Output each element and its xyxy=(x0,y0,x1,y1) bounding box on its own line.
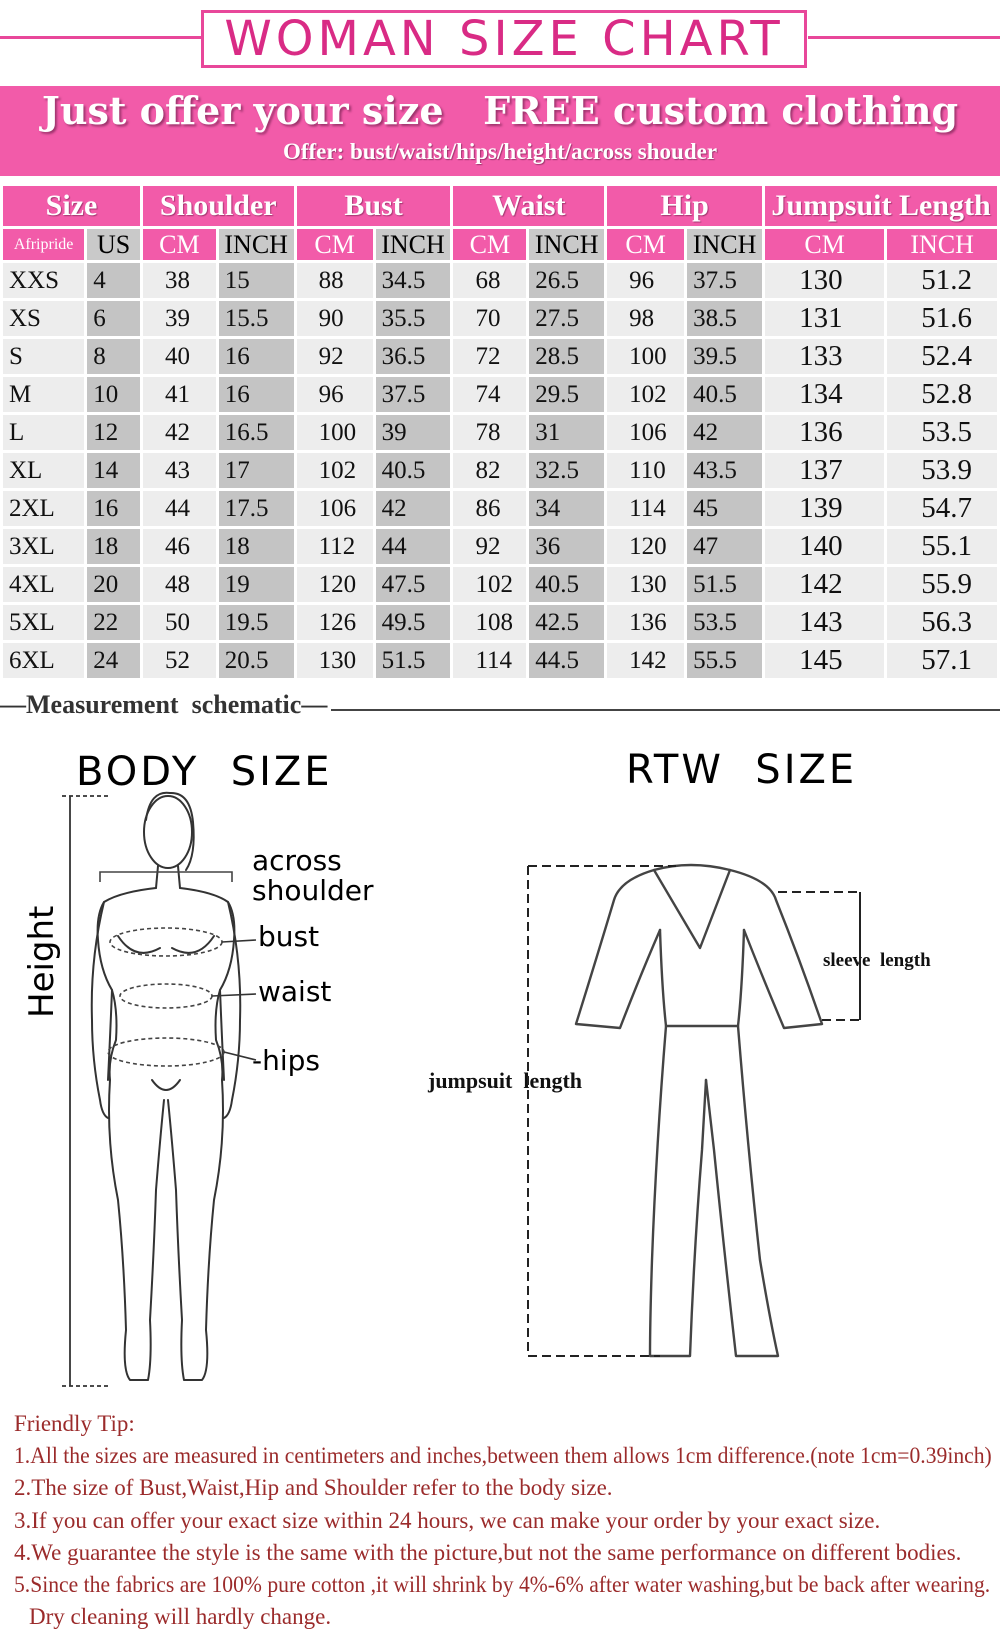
cell-hip-cm: 114 xyxy=(607,491,684,526)
cell-size-afripride: 3XL xyxy=(3,529,84,564)
cell-size-us: 24 xyxy=(87,643,140,678)
table-row xyxy=(3,377,997,412)
cell-shoulder-cm: 44 xyxy=(143,491,216,526)
cell-bust-cm: 126 xyxy=(297,605,373,640)
cell-jumpsuit-inch: 53.5 xyxy=(887,415,997,450)
cell-shoulder-inch: 17 xyxy=(219,453,294,488)
cell-shoulder-cm: 50 xyxy=(143,605,216,640)
cell-hip-inch: 47 xyxy=(687,529,762,564)
cell-size-afripride: M xyxy=(3,377,84,412)
header-shoulder: Shoulder xyxy=(143,186,294,226)
cell-hip-inch: 39.5 xyxy=(687,339,762,374)
tip-line-2: 2.The size of Bust,Waist,Hip and Shoulder refer to the body size. xyxy=(14,1475,613,1501)
cell-size-afripride: 6XL xyxy=(3,643,84,678)
tip-line-4: 4.We guarantee the style is the same with the picture,but not the same performance on different bodies. xyxy=(14,1539,962,1565)
cell-shoulder-inch: 20.5 xyxy=(219,643,294,678)
cell-shoulder-inch: 17.5 xyxy=(219,491,294,526)
cell-bust-inch: 37.5 xyxy=(376,377,451,412)
label-sleeve-length: sleeve length xyxy=(823,950,931,971)
cell-waist-inch: 44.5 xyxy=(529,643,604,678)
cell-hip-inch: 37.5 xyxy=(687,263,762,298)
cell-bust-inch: 40.5 xyxy=(376,453,451,488)
label-height: Height xyxy=(22,905,62,1018)
cell-hip-inch: 53.5 xyxy=(687,605,762,640)
cell-waist-inch: 28.5 xyxy=(529,339,604,374)
cell-bust-cm: 90 xyxy=(297,301,373,336)
sleeve-length-bracket xyxy=(778,892,860,1020)
cell-shoulder-inch: 16 xyxy=(219,377,294,412)
cell-shoulder-cm: 52 xyxy=(143,643,216,678)
cell-hip-inch: 43.5 xyxy=(687,453,762,488)
sub-header-row xyxy=(3,229,997,260)
cell-waist-cm: 82 xyxy=(453,453,526,488)
subheader-inch: INCH xyxy=(687,229,762,260)
cell-shoulder-cm: 42 xyxy=(143,415,216,450)
cell-jumpsuit-inch: 52.8 xyxy=(887,377,997,412)
cell-hip-cm: 110 xyxy=(607,453,684,488)
cell-shoulder-cm: 43 xyxy=(143,453,216,488)
cell-shoulder-cm: 38 xyxy=(143,263,216,298)
label-bust: bust xyxy=(258,920,320,953)
cell-hip-inch: 38.5 xyxy=(687,301,762,336)
subheader-cm: CM xyxy=(143,229,216,260)
cell-shoulder-inch: 19 xyxy=(219,567,294,602)
cell-waist-cm: 74 xyxy=(453,377,526,412)
page-title: WOMAN SIZE CHART xyxy=(224,11,784,67)
cell-bust-inch: 44 xyxy=(376,529,451,564)
header-bust: Bust xyxy=(297,186,451,226)
cell-size-us: 8 xyxy=(87,339,140,374)
cell-waist-cm: 68 xyxy=(453,263,526,298)
group-header-row xyxy=(3,186,997,226)
cell-bust-cm: 88 xyxy=(297,263,373,298)
cell-size-us: 14 xyxy=(87,453,140,488)
cell-shoulder-inch: 16 xyxy=(219,339,294,374)
label-jumpsuit-length: jumpsuit length xyxy=(428,1068,583,1093)
cell-waist-inch: 26.5 xyxy=(529,263,604,298)
cell-jumpsuit-cm: 143 xyxy=(765,605,884,640)
cell-bust-cm: 102 xyxy=(297,453,373,488)
cell-bust-inch: 35.5 xyxy=(376,301,451,336)
rtw-size-title: RTW SIZE xyxy=(626,747,858,793)
cell-waist-cm: 92 xyxy=(453,529,526,564)
tip-line-3: 3.If you can offer your exact size within 24 hours, we can make your order by your exact size. xyxy=(14,1507,881,1533)
jumpsuit-outline-icon xyxy=(576,865,822,1356)
subheader-inch: INCH xyxy=(529,229,604,260)
cell-shoulder-cm: 39 xyxy=(143,301,216,336)
cell-waist-inch: 32.5 xyxy=(529,453,604,488)
cell-jumpsuit-cm: 142 xyxy=(765,567,884,602)
cell-hip-cm: 100 xyxy=(607,339,684,374)
cell-jumpsuit-cm: 140 xyxy=(765,529,884,564)
cell-waist-cm: 108 xyxy=(453,605,526,640)
tips-heading: Friendly Tip: xyxy=(14,1411,135,1436)
table-row xyxy=(3,339,997,374)
cell-shoulder-inch: 15 xyxy=(219,263,294,298)
subheader-cm: CM xyxy=(607,229,684,260)
cell-bust-cm: 112 xyxy=(297,529,373,564)
cell-hip-cm: 106 xyxy=(607,415,684,450)
offer-banner xyxy=(0,86,1000,176)
cell-hip-cm: 96 xyxy=(607,263,684,298)
body-size-title: BODY SIZE xyxy=(76,749,333,795)
cell-shoulder-cm: 41 xyxy=(143,377,216,412)
cell-size-us: 22 xyxy=(87,605,140,640)
woman-body-outline-icon xyxy=(92,793,241,1380)
cell-waist-inch: 42.5 xyxy=(529,605,604,640)
tip-line-1: 1.All the sizes are measured in centimeters and inches,between them allows 1cm difference.(note 1cm=0.39inch) xyxy=(14,1443,992,1469)
label-across: across xyxy=(252,844,342,877)
tip-line-5: 5.Since the fabrics are 100% pure cotton ,it will shrink by 4%-6% after water washing,but be back after wearing. xyxy=(14,1572,991,1598)
cell-size-us: 18 xyxy=(87,529,140,564)
subheader-inch: INCH xyxy=(219,229,294,260)
cell-bust-cm: 130 xyxy=(297,643,373,678)
cell-bust-cm: 92 xyxy=(297,339,373,374)
cell-size-afripride: XL xyxy=(3,453,84,488)
cell-bust-inch: 39 xyxy=(376,415,451,450)
label-hips: -hips xyxy=(252,1044,320,1077)
subheader-cm: CM xyxy=(453,229,526,260)
cell-shoulder-cm: 40 xyxy=(143,339,216,374)
cell-waist-inch: 36 xyxy=(529,529,604,564)
cell-jumpsuit-cm: 136 xyxy=(765,415,884,450)
cell-size-afripride: 5XL xyxy=(3,605,84,640)
cell-jumpsuit-inch: 52.4 xyxy=(887,339,997,374)
cell-shoulder-cm: 48 xyxy=(143,567,216,602)
cell-waist-cm: 72 xyxy=(453,339,526,374)
cell-jumpsuit-cm: 131 xyxy=(765,301,884,336)
measurement-diagrams xyxy=(0,720,1000,1400)
cell-shoulder-inch: 19.5 xyxy=(219,605,294,640)
cell-waist-inch: 27.5 xyxy=(529,301,604,336)
height-measure-bar xyxy=(62,796,110,1386)
title-frame xyxy=(201,10,807,68)
cell-jumpsuit-cm: 137 xyxy=(765,453,884,488)
subheader-cm: CM xyxy=(765,229,884,260)
header-size: Size xyxy=(3,186,140,226)
cell-size-us: 20 xyxy=(87,567,140,602)
subheader-us: US xyxy=(87,229,140,260)
cell-jumpsuit-inch: 53.9 xyxy=(887,453,997,488)
cell-shoulder-inch: 16.5 xyxy=(219,415,294,450)
cell-size-afripride: XS xyxy=(3,301,84,336)
cell-hip-cm: 120 xyxy=(607,529,684,564)
table-row xyxy=(3,529,997,564)
header-waist: Waist xyxy=(453,186,604,226)
body-measure-bands xyxy=(100,872,232,1066)
cell-waist-inch: 40.5 xyxy=(529,567,604,602)
cell-size-us: 12 xyxy=(87,415,140,450)
banner-headline: Just offer your size FREE custom clothing xyxy=(41,88,959,133)
cell-hip-cm: 130 xyxy=(607,567,684,602)
cell-bust-inch: 49.5 xyxy=(376,605,451,640)
cell-jumpsuit-inch: 51.2 xyxy=(887,263,997,298)
table-row xyxy=(3,453,997,488)
cell-jumpsuit-inch: 55.9 xyxy=(887,567,997,602)
cell-shoulder-inch: 18 xyxy=(219,529,294,564)
cell-jumpsuit-cm: 133 xyxy=(765,339,884,374)
cell-bust-inch: 47.5 xyxy=(376,567,451,602)
title-rule-left xyxy=(0,36,202,39)
schematic-label: —Measurement schematic— xyxy=(0,690,331,720)
cell-waist-cm: 78 xyxy=(453,415,526,450)
table-row xyxy=(3,643,997,678)
header-hip: Hip xyxy=(607,186,762,226)
cell-hip-cm: 136 xyxy=(607,605,684,640)
cell-size-afripride: S xyxy=(3,339,84,374)
subheader-inch: INCH xyxy=(376,229,451,260)
table-row xyxy=(3,491,997,526)
cell-bust-cm: 120 xyxy=(297,567,373,602)
cell-size-us: 10 xyxy=(87,377,140,412)
cell-waist-inch: 34 xyxy=(529,491,604,526)
tip-line-6: Dry cleaning will hardly change. xyxy=(29,1604,332,1630)
cell-waist-inch: 29.5 xyxy=(529,377,604,412)
table-row xyxy=(3,415,997,450)
size-table xyxy=(0,183,1000,681)
cell-hip-inch: 51.5 xyxy=(687,567,762,602)
cell-bust-inch: 51.5 xyxy=(376,643,451,678)
cell-jumpsuit-inch: 55.1 xyxy=(887,529,997,564)
cell-jumpsuit-cm: 134 xyxy=(765,377,884,412)
cell-size-afripride: 4XL xyxy=(3,567,84,602)
cell-bust-cm: 96 xyxy=(297,377,373,412)
table-row xyxy=(3,567,997,602)
cell-jumpsuit-cm: 145 xyxy=(765,643,884,678)
cell-hip-inch: 55.5 xyxy=(687,643,762,678)
label-shoulder: shoulder xyxy=(252,874,374,907)
cell-size-us: 16 xyxy=(87,491,140,526)
cell-waist-cm: 102 xyxy=(453,567,526,602)
cell-jumpsuit-cm: 139 xyxy=(765,491,884,526)
cell-size-afripride: 2XL xyxy=(3,491,84,526)
cell-size-us: 4 xyxy=(87,263,140,298)
friendly-tips xyxy=(14,1408,994,1633)
cell-jumpsuit-inch: 56.3 xyxy=(887,605,997,640)
cell-hip-cm: 98 xyxy=(607,301,684,336)
cell-jumpsuit-inch: 57.1 xyxy=(887,643,997,678)
subheader-inch: INCH xyxy=(887,229,997,260)
cell-bust-cm: 100 xyxy=(297,415,373,450)
cell-hip-cm: 102 xyxy=(607,377,684,412)
cell-hip-inch: 42 xyxy=(687,415,762,450)
cell-bust-inch: 34.5 xyxy=(376,263,451,298)
cell-waist-cm: 114 xyxy=(453,643,526,678)
table-row xyxy=(3,605,997,640)
cell-jumpsuit-inch: 51.6 xyxy=(887,301,997,336)
cell-shoulder-inch: 15.5 xyxy=(219,301,294,336)
table-row xyxy=(3,301,997,336)
cell-jumpsuit-cm: 130 xyxy=(765,263,884,298)
cell-waist-inch: 31 xyxy=(529,415,604,450)
cell-size-afripride: XXS xyxy=(3,263,84,298)
cell-bust-inch: 42 xyxy=(376,491,451,526)
cell-hip-inch: 45 xyxy=(687,491,762,526)
cell-waist-cm: 86 xyxy=(453,491,526,526)
label-waist: waist xyxy=(258,975,332,1008)
cell-jumpsuit-inch: 54.7 xyxy=(887,491,997,526)
title-rule-right xyxy=(808,36,1000,39)
cell-bust-cm: 106 xyxy=(297,491,373,526)
cell-waist-cm: 70 xyxy=(453,301,526,336)
table-row xyxy=(3,263,997,298)
banner-subline: Offer: bust/waist/hips/height/across shouder xyxy=(282,139,718,164)
header-jumpsuit-length: Jumpsuit Length xyxy=(765,186,997,226)
cell-size-afripride: L xyxy=(3,415,84,450)
subheader-afripride: Afripride xyxy=(3,229,84,260)
subheader-cm: CM xyxy=(297,229,373,260)
cell-hip-inch: 40.5 xyxy=(687,377,762,412)
cell-size-us: 6 xyxy=(87,301,140,336)
cell-hip-cm: 142 xyxy=(607,643,684,678)
cell-bust-inch: 36.5 xyxy=(376,339,451,374)
cell-shoulder-cm: 46 xyxy=(143,529,216,564)
